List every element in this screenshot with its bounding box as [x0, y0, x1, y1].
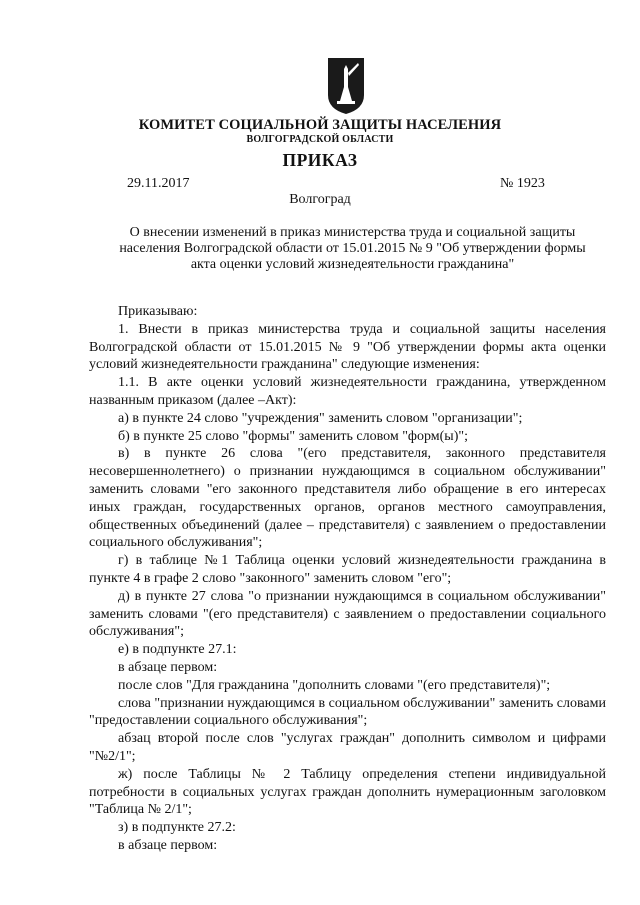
document-city: Волгоград: [289, 192, 351, 207]
paragraph: б) в пункте 25 слово "формы" заменить словом "форм(ы)";: [118, 428, 468, 444]
paragraph: в абзаце первом:: [118, 659, 218, 675]
paragraph: Приказываю:: [118, 304, 198, 319]
paragraph: после слов "Для гражданина "дополнить словами "(его представителя)";: [118, 677, 551, 693]
document-number: № 1923: [500, 176, 545, 191]
paragraph: ж) после Таблицы № 2 Таблицу определения степени индивидуальной потребности в социальных услугах граждан дополнить нумерационным заголовком "Таблица № 2/1";: [89, 766, 606, 818]
paragraph: з) в подпункте 27.2:: [118, 820, 236, 836]
paragraph: д) в пункте 27 слова "о признании нуждающимся в социальном обслуживании" заменить словами "(его представителя) с заявлением о предоставлении социального обслуживания";: [89, 588, 606, 640]
paragraph: 1. Внести в приказ министерства труда и социальной защиты населения Волгоградской области от 15.01.2015 № 9 "Об утверждении формы акта оценки условий жизнедеятельности гражданина" следующие изменения:: [89, 321, 606, 373]
paragraph: в абзаце первом:: [118, 837, 218, 853]
paragraph: 1.1. В акте оценки условий жизнедеятельности гражданина, утвержденном названным приказом (далее –Акт):: [89, 375, 606, 408]
paragraph: а) в пункте 24 слово "учреждения" заменить словом "организации";: [118, 410, 523, 426]
document-type: ПРИКАЗ: [282, 150, 358, 170]
paragraph: в) в пункте 26 слова "(его представителя, законного представителя несовершеннолетнего) о признании нуждающимся в социальном обслуживании" заменить словами "его законного представителя либо обращение в его интересах иных граждан, государственных органов, органов местного самоуправления, общественных объединений (далее – представителя) с заявлением о предоставлении социального обслуживания";: [89, 446, 606, 551]
paragraph: абзац второй после слов "услугах граждан" дополнить символом и цифрами "№2/1";: [89, 731, 606, 764]
paragraph: г) в таблице №1 Таблица оценки условий жизнедеятельности гражданина в пункте 4 в графе 2 слово "законного" заменить словом "его";: [89, 553, 606, 586]
organization-name: КОМИТЕТ СОЦИАЛЬНОЙ ЗАЩИТЫ НАСЕЛЕНИЯ: [138, 117, 502, 133]
document-date: 29.11.2017: [127, 176, 190, 191]
document-body: [89, 303, 606, 855]
organization-region: ВОЛГОГРАДСКОЙ ОБЛАСТИ: [246, 134, 394, 145]
paragraph: е) в подпункте 27.1:: [118, 642, 237, 658]
paragraph: слова "признании нуждающимся в социальном обслуживании" заменить словами "предоставлении социального обслуживания";: [89, 695, 606, 729]
coat-of-arms-icon: [327, 57, 365, 115]
document-subject: О внесении изменений в приказ министерства труда и социальной защиты населения Волгоградской области от 15.01.2015 № 9 "Об утверждении формы акта оценки условий жизнедеятельности гражданина": [119, 225, 586, 272]
